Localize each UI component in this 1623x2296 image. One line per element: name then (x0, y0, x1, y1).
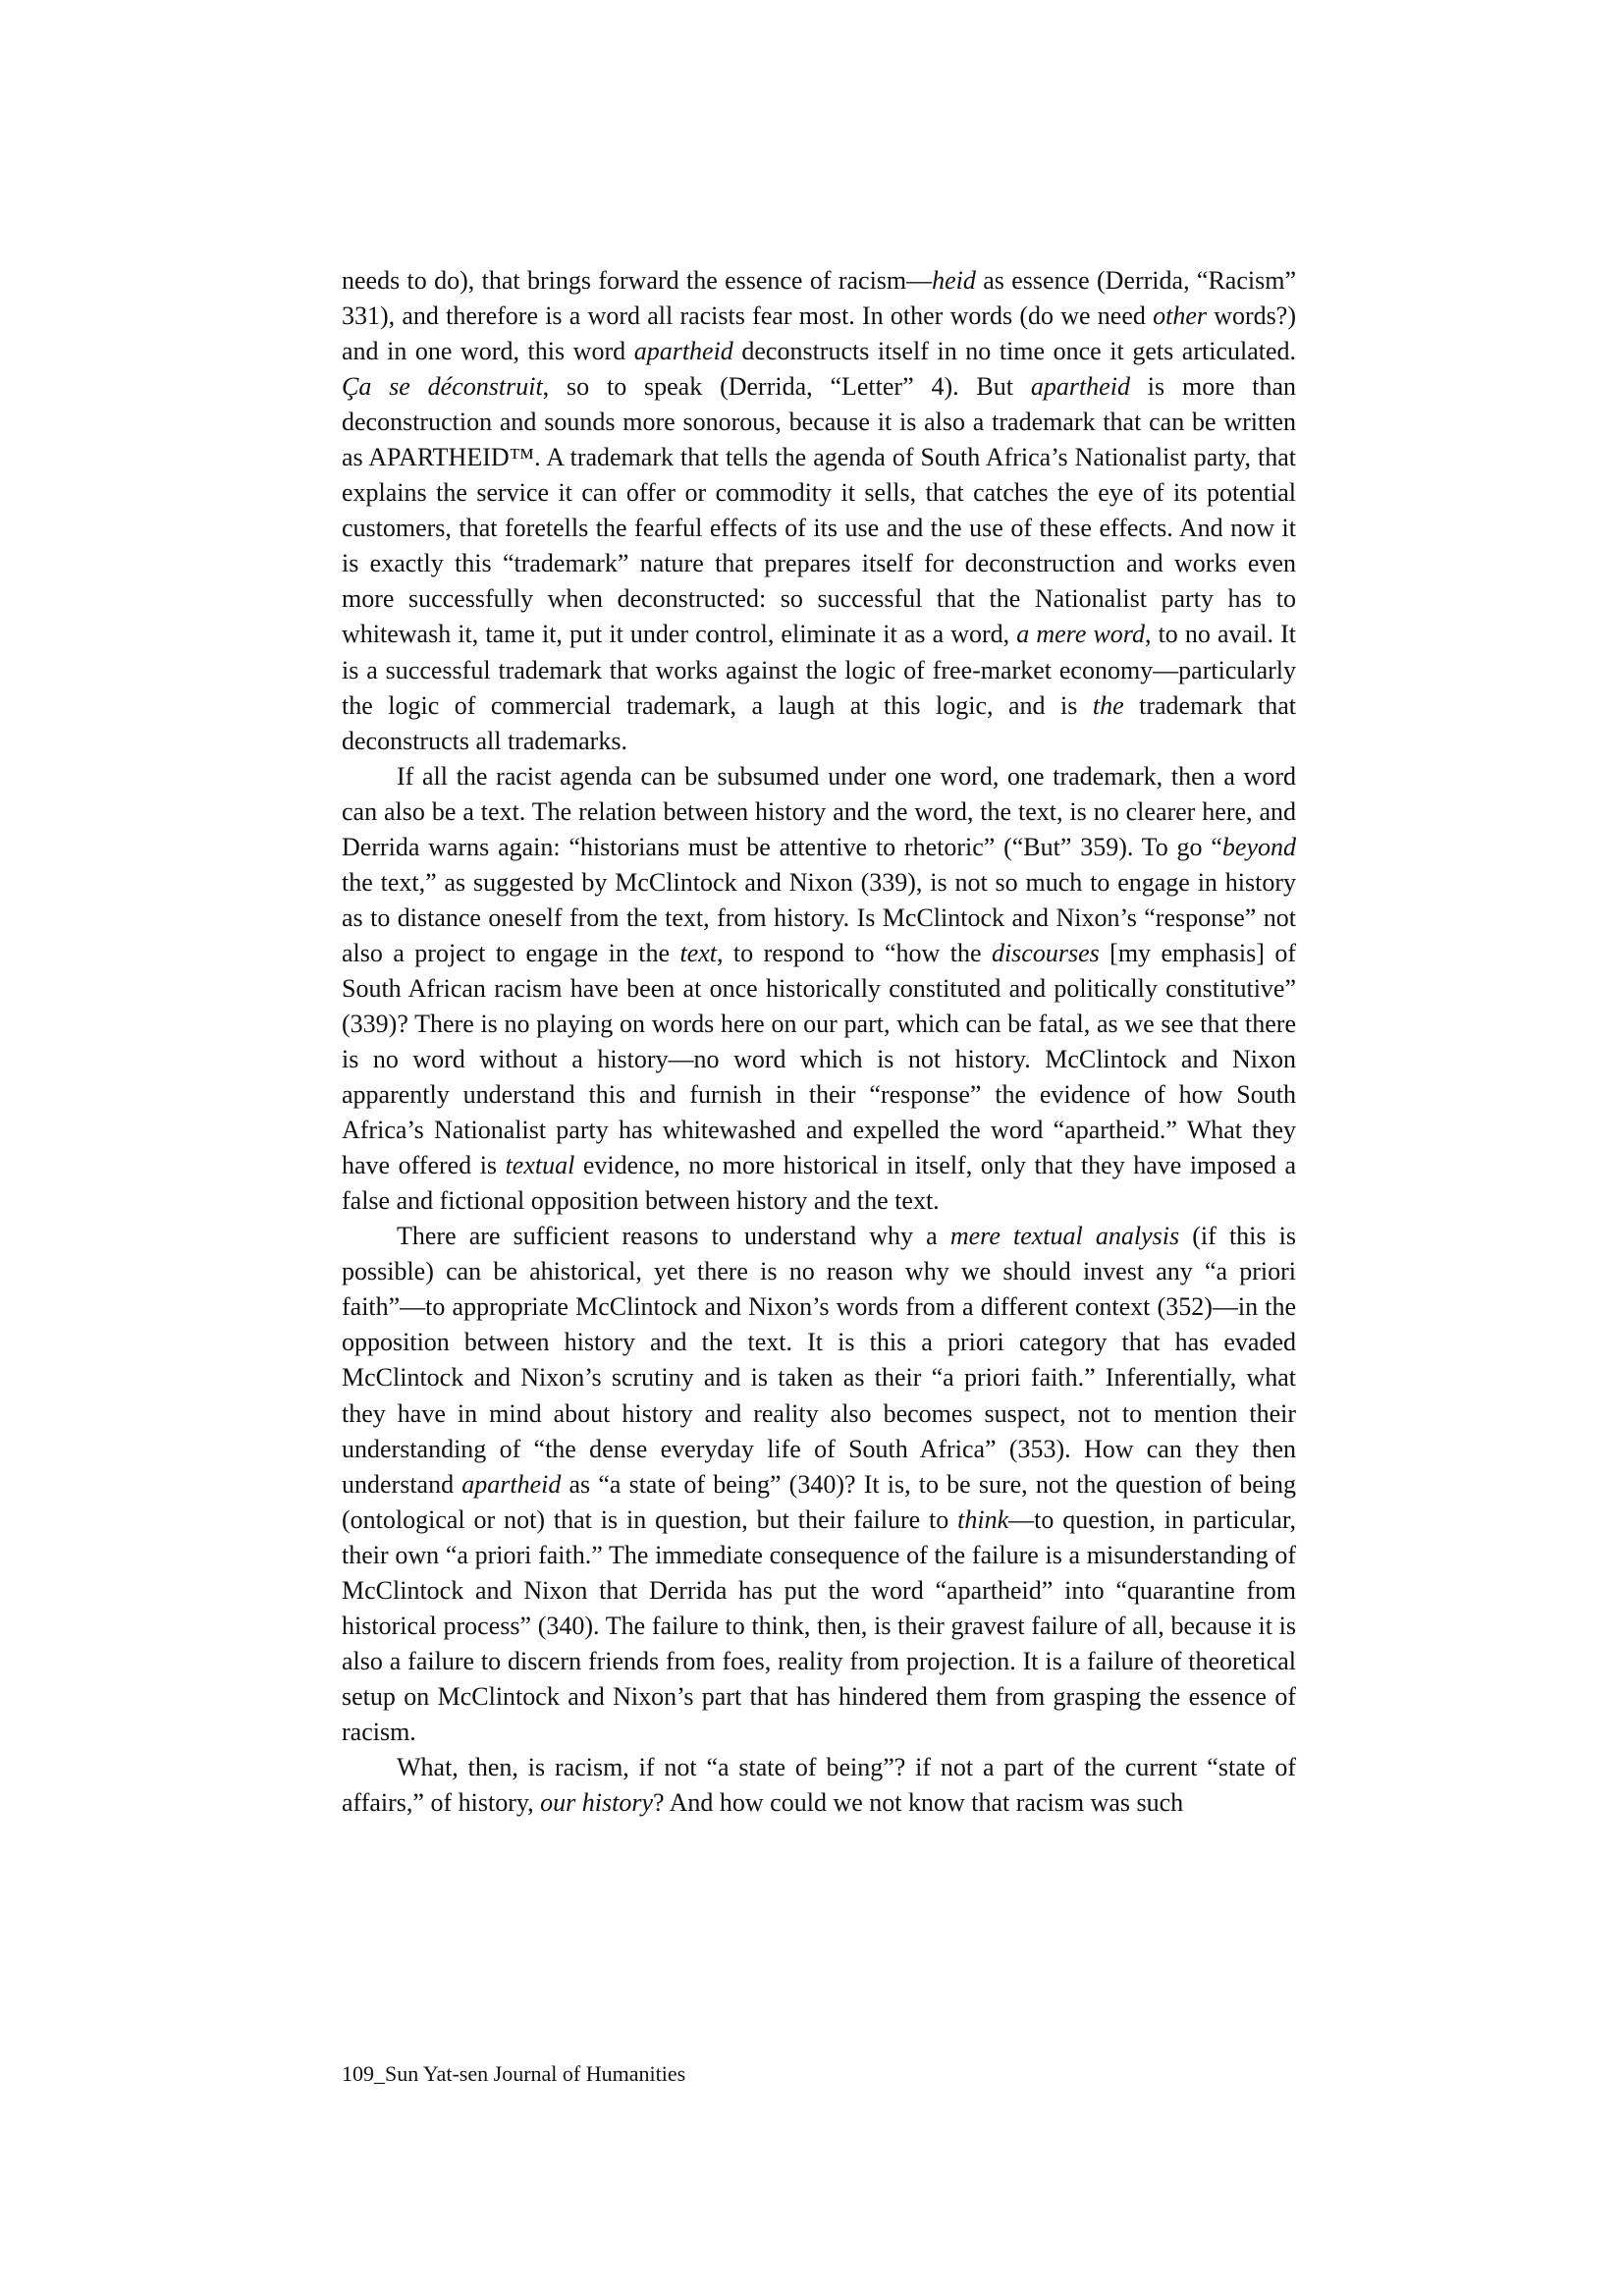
italic-text: a mere word (1016, 620, 1145, 649)
text-run: the text,” as suggested by McClintock and Nixon (339), is not so much to engage in history as to distance oneself from the text, from history. Is McClintock and Nixon’s “response” not also a project to engage in the (342, 867, 1296, 967)
italic-text: apartheid (461, 1469, 562, 1499)
text-run: evidence, no more historical in itself, only that they have imposed a false and fictional opposition between history and the text. (342, 1151, 1296, 1216)
italic-text: Ça se déconstruit (342, 372, 543, 402)
text-run: as essence (Derrida, “Racism” 331), and therefore is a word all racists fear most. In other words (do we need (342, 266, 1296, 331)
italic-text: the (1092, 690, 1124, 720)
italic-text: textual (505, 1151, 575, 1180)
italic-text: our history (540, 1788, 654, 1818)
text-run: If all the racist agenda can be subsumed under one word, one trademark, then a word can also be a text. The relation between history and the word, the text, is no clearer here, and Derrida warns again: “historians must be attentive to rhetoric” (“But” 359). To go “ (342, 761, 1296, 861)
text-run: , to respond to “how the (717, 938, 992, 967)
paragraph (342, 1219, 1296, 1750)
italic-text: beyond (1221, 832, 1296, 861)
text-run: as “a state of being” (340)? It is, to be sure, not the question of being (ontological or not) that is in question, but their failure to (342, 1469, 1296, 1534)
text-run: is more than deconstruction and sounds more sonorous, because it is also a trademark that can be written as APARTHEID™. A trademark that tells the agenda of South Africa’s Nationalist party, that explains the service it can offer or commodity it sells, that catches the eye of its potential customers, that foretells the fearful effects of its use and the use of these effects. And now it is exactly this “trademark” nature that prepares itself for deconstruction and works even more successfully when deconstructed: so successful that the Nationalist party has to whitewash it, tame it, put it under control, eliminate it as a word, (342, 372, 1296, 649)
paragraph (342, 263, 1296, 759)
text-run: , to no avail. It is a successful trademark that works against the logic of free-market economy—particularly the logic of commercial trademark, a laugh at this logic, and is (342, 620, 1296, 720)
paragraph (342, 759, 1296, 1220)
text-run: deconstructs itself in no time once it gets articulated. (732, 337, 1296, 366)
italic-text: discourses (991, 938, 1100, 967)
italic-text: think (957, 1504, 1009, 1534)
text-run: , so to speak (Derrida, “Letter” 4). But (542, 372, 1031, 402)
text-run: words?) and in one word, this word (342, 301, 1296, 366)
italic-text: heid (932, 266, 976, 295)
italic-text: mere textual analysis (949, 1222, 1180, 1251)
italic-text: apartheid (1030, 372, 1130, 402)
text-run: What, then, is racism, if not “a state of being”? if not a part of the current “state of affairs,” of history, (342, 1752, 1296, 1818)
page-footer: 109_Sun Yat-sen Journal of Humanities (342, 2061, 686, 2086)
text-run: (if this is possible) can be ahistorical, yet there is no reason why we should invest any “a priori faith”—to appropriate McClintock and Nixon’s words from a different context (352)—in the opposition between history and the text. It is this a priori category that has evaded McClintock and Nixon’s scrutiny and is taken as their “a priori faith.” Inferentially, what they have in mind about history and reality also becomes suspect, not to mention their understanding of “the dense everyday life of South Africa” (353). How can they then understand (342, 1222, 1297, 1499)
italic-text: apartheid (633, 337, 733, 366)
italic-text: other (1153, 301, 1207, 331)
text-run: trademark that deconstructs all trademarks. (342, 690, 1296, 755)
body-text (342, 263, 1296, 1821)
text-run: needs to do), that brings forward the essence of racism— (342, 266, 933, 295)
paragraph (342, 1750, 1296, 1821)
text-run: —to question, in particular, their own “a priori faith.” The immediate consequence of the failure is a misunderstanding of McClintock and Nixon that Derrida has put the word “apartheid” into “quarantine from historical process” (340). The failure to think, then, is their gravest failure of all, because it is also a failure to discern friends from foes, reality from projection. It is a failure of theoretical setup on McClintock and Nixon’s part that has hindered them from grasping the essence of racism. (342, 1504, 1296, 1746)
text-run: [my emphasis] of South African racism have been at once historically constituted and politically constitutive” (339)? There is no playing on words here on our part, which can be fatal, as we see that there is no word without a history—no word which is not history. McClintock and Nixon apparently understand this and furnish in their “response” the evidence of how South Africa’s Nationalist party has whitewashed and expelled the word “apartheid.” What they have offered is (342, 938, 1296, 1180)
italic-text: text (679, 938, 717, 967)
text-run: ? And how could we not know that racism was such (653, 1788, 1184, 1818)
text-run: There are sufficient reasons to understand why a (397, 1222, 950, 1251)
